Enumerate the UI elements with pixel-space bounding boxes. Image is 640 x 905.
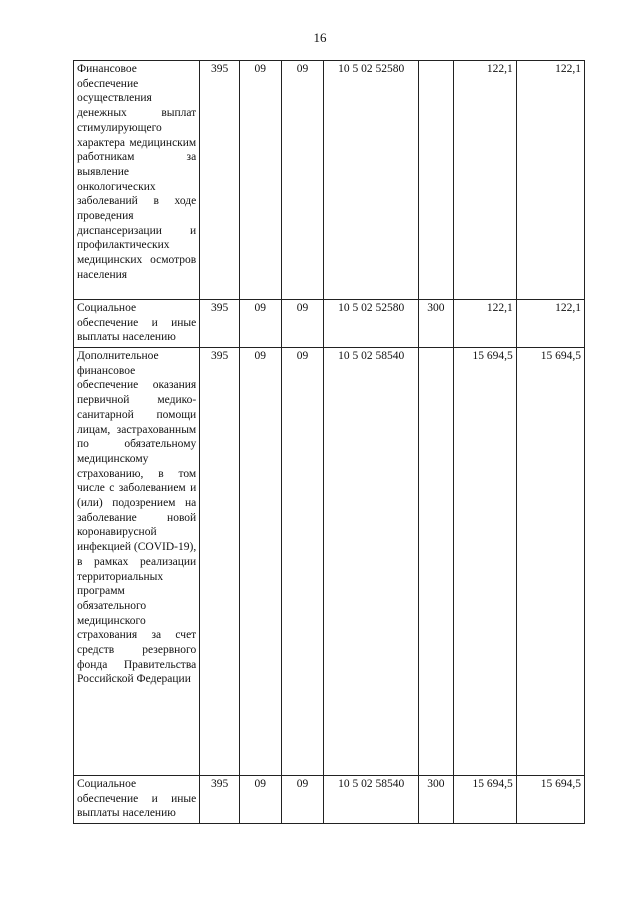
table-row — [74, 61, 585, 300]
budget-table — [73, 60, 585, 824]
table-row — [74, 300, 585, 348]
ministry-code: 395 — [200, 776, 240, 824]
amount-year-1: 15 694,5 — [453, 776, 516, 824]
section-code: 09 — [239, 348, 281, 776]
section-code: 09 — [239, 61, 281, 300]
amount-year-1: 122,1 — [453, 61, 516, 300]
expense-type-code: 300 — [419, 776, 454, 824]
target-article-code: 10 5 02 58540 — [324, 776, 419, 824]
subsection-code: 09 — [281, 776, 324, 824]
amount-year-2: 15 694,5 — [516, 776, 584, 824]
amount-year-2: 122,1 — [516, 61, 584, 300]
page-number: 16 — [313, 30, 327, 45]
amount-year-1: 15 694,5 — [453, 348, 516, 776]
table-row — [74, 776, 585, 824]
target-article-code: 10 5 02 58540 — [324, 348, 419, 776]
target-article-code: 10 5 02 52580 — [324, 61, 419, 300]
subsection-code: 09 — [281, 300, 324, 348]
expense-type-code: 300 — [419, 300, 454, 348]
ministry-code: 395 — [200, 348, 240, 776]
table-row — [74, 348, 585, 776]
amount-year-2: 15 694,5 — [516, 348, 584, 776]
section-code: 09 — [239, 300, 281, 348]
amount-year-1: 122,1 — [453, 300, 516, 348]
amount-year-2: 122,1 — [516, 300, 584, 348]
expense-type-code — [419, 61, 454, 300]
row-name: Финансовое обеспечение осуществления денежных выплат стимулирующего характера медицинским работникам за выявление онкологических заболеваний в ходе проведения диспансеризации и профилактических медицинских осмотров населения — [74, 61, 200, 300]
expense-type-code — [419, 348, 454, 776]
row-name: Социальное обеспечение и иные выплаты населению — [74, 300, 200, 348]
subsection-code: 09 — [281, 61, 324, 300]
target-article-code: 10 5 02 52580 — [324, 300, 419, 348]
ministry-code: 395 — [200, 61, 240, 300]
ministry-code: 395 — [200, 300, 240, 348]
section-code: 09 — [239, 776, 281, 824]
row-name: Социальное обеспечение и иные выплаты населению — [74, 776, 200, 824]
subsection-code: 09 — [281, 348, 324, 776]
row-name: Дополнительное финансовое обеспечение оказания первичной медико-санитарной помощи лицам, застрахованным по обязательному медицинскому страхованию, в том числе с заболеванием и (или) подозрением на заболевание новой коронавирусной инфекцией (COVID-19), в рамках реализации территориальных программ обязательного медицинского страхования за счет средств резервного фонда Правительства Российской Федерации — [74, 348, 200, 776]
